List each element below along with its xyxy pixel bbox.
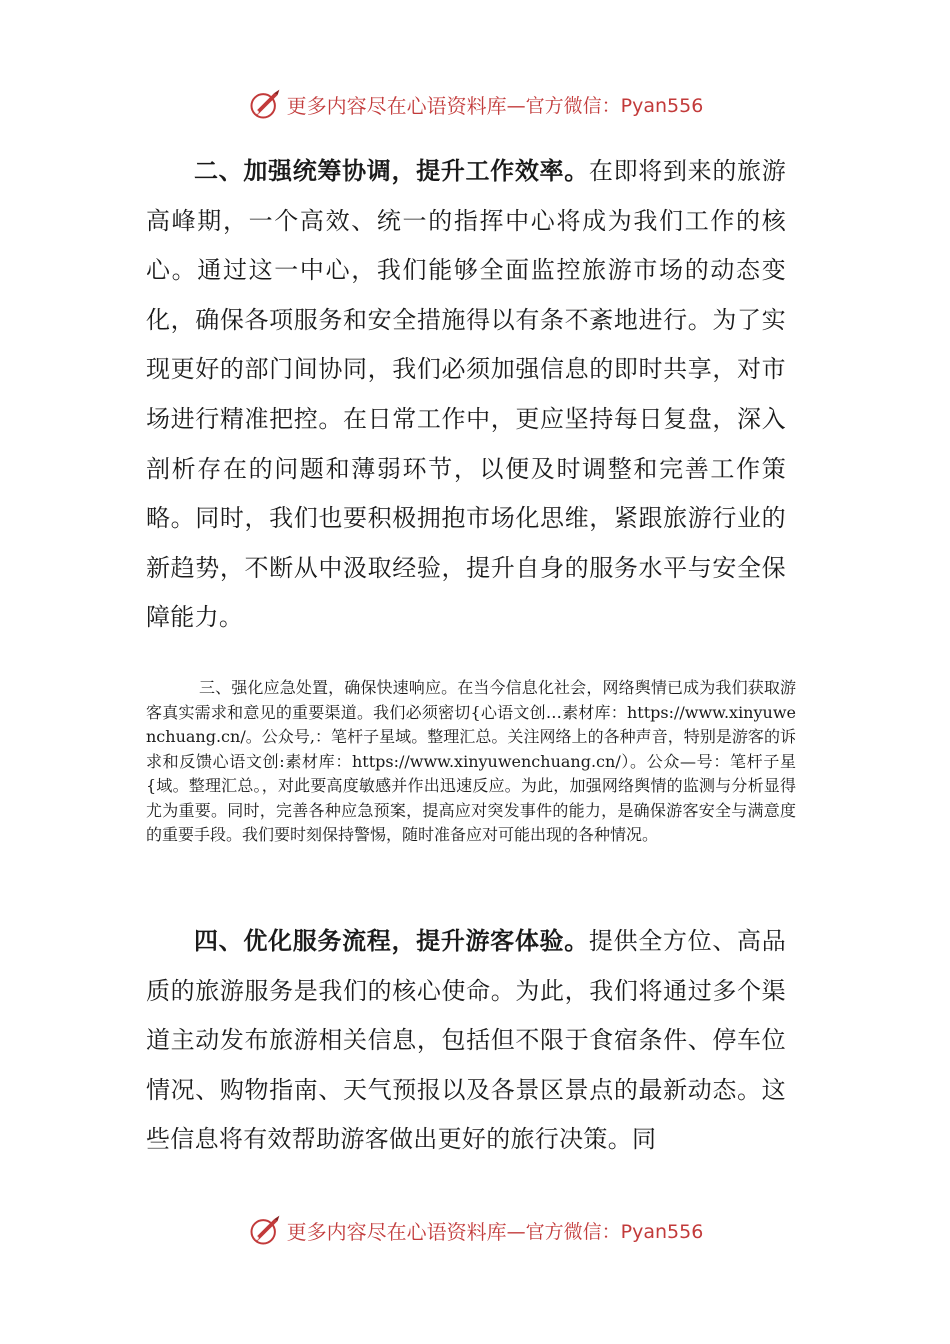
section-2-heading: 二、加强统筹协调，提升工作效率。 <box>194 156 589 185</box>
section-4-heading: 四、优化服务流程，提升游客体验。 <box>194 926 589 955</box>
banner-brand-text: 更多内容尽在心语资料库 <box>286 93 507 118</box>
section-3-paragraph: 三、强化应急处置，确保快速响应。在当今信息化社会，网络舆情已成为我们获取游客真实需求和意见的重要渠道。我们必须密切{心语文创…素材库：https://www.xinyuwenchuang.cn/。公众号,：笔杆子星域。整理汇总。关注网络上的各种声音，特别是游客的诉求和反馈心语文创:素材库：https://www.xinyuwenchuang.cn/）。公众—号：笔杆子星{域。整理汇总。，对此要高度敏感并作出迅速反应。为此，加强网络舆情的监测与分析显得尤为重要。同时，完善各种应急预案，提高应对突发事件的能力，是确保游客安全与满意度的重要手段。我们要时刻保持警惕，随时准备应对可能出现的各种情况。 <box>146 678 796 844</box>
section-2-body: 在即将到来的旅游高峰期，一个高效、统一的指挥中心将成为我们工作的核心。通过这一中心，我们能够全面监控旅游市场的动态变化，确保各项服务和安全措施得以有条不紊地进行。为了实现更好的部门间协同，我们必须加强信息的即时共享，对市场进行精准把控。在日常工作中，更应坚持每日复盘，深入剖析存在的问题和薄弱环节，以便及时调整和完善工作策略。同时，我们也要积极拥抱市场化思维，紧跟旅游行业的新趋势，不断从中汲取经验，提升自身的服务水平与安全保障能力。 <box>146 157 786 632</box>
section-4-body: 提供全方位、高品质的旅游服务是我们的核心使命。为此，我们将通过多个渠道主动发布旅游相关信息，包括但不限于食宿条件、停车位情况、购物指南、天气预报以及各景区景点的最新动态。这些信息将有效帮助游客做出更好的旅行决策。同 <box>146 927 786 1154</box>
banner-brand-text: 更多内容尽在心语资料库 <box>286 1219 507 1244</box>
pen-logo-icon <box>247 86 283 122</box>
section-2-paragraph <box>146 146 786 643</box>
footer-banner <box>0 1210 950 1250</box>
header-banner <box>0 84 950 124</box>
banner-official-text: —官方微信：Pyan556 <box>506 94 704 117</box>
pen-logo-icon <box>247 1212 283 1248</box>
section-4-paragraph <box>146 916 786 1165</box>
banner-official-text: —官方微信：Pyan556 <box>506 1220 704 1243</box>
